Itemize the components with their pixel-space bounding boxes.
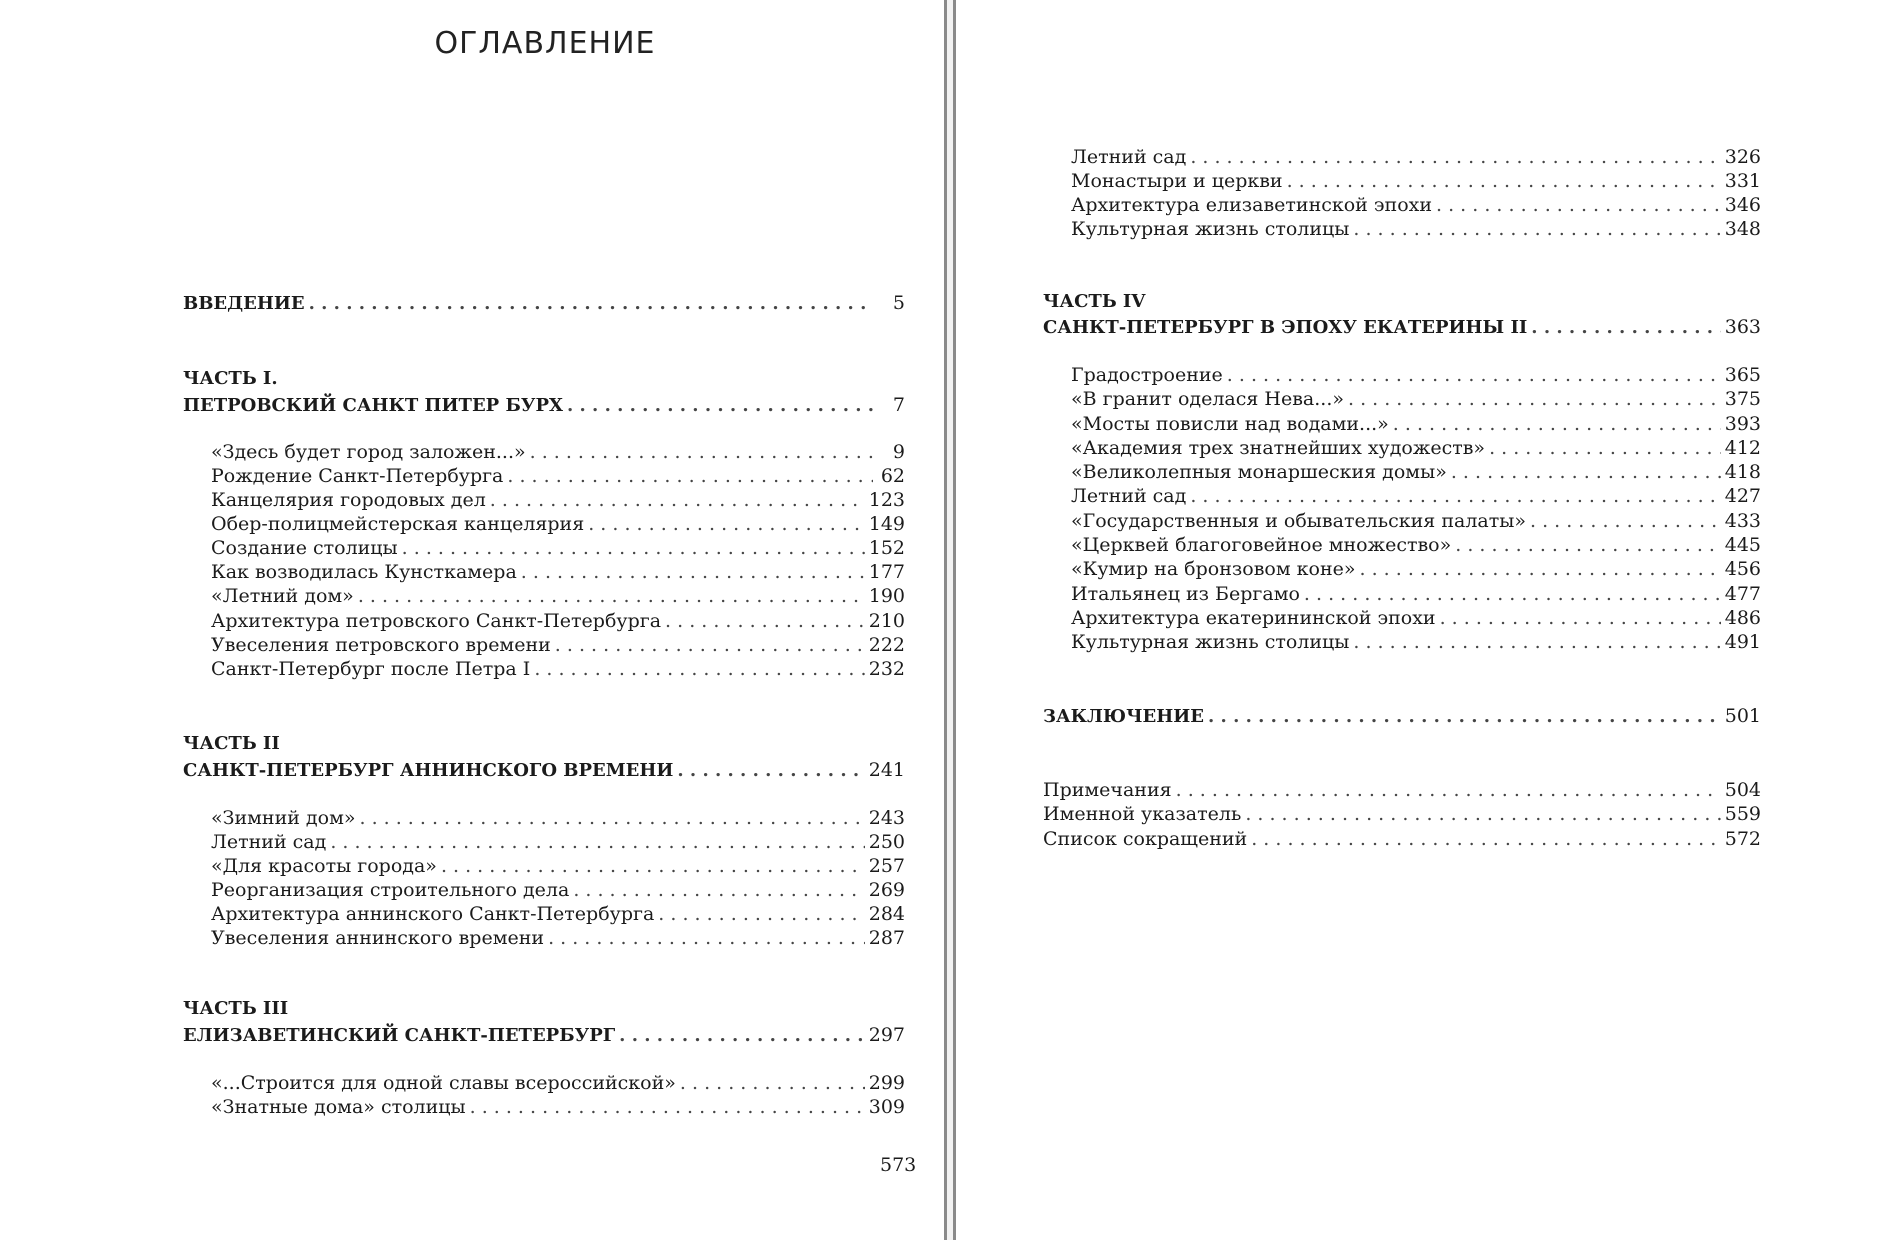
toc-entry-title: Архитектура аннинского Санкт-Петербурга <box>211 903 655 925</box>
toc-entry-page: 309 <box>868 1096 905 1118</box>
toc-entry-introduction <box>183 290 905 316</box>
toc-entry-page: 491 <box>1724 631 1761 653</box>
toc-entry <box>1071 168 1761 194</box>
leader-dots <box>1304 581 1721 607</box>
toc-part-title: ЕЛИЗАВЕТИНСКИЙ САНКТ-ПЕТЕРБУРГ <box>183 1025 616 1046</box>
leader-dots <box>490 487 865 513</box>
toc-entry-page: 299 <box>868 1072 905 1094</box>
toc-entry-page: 348 <box>1724 218 1761 240</box>
leader-dots <box>619 1023 865 1049</box>
toc-entry-title: Летний сад <box>211 831 327 853</box>
toc-entry-title: Создание столицы <box>211 537 398 559</box>
leader-dots <box>470 1094 865 1120</box>
toc-entry-title: «Зимний дом» <box>211 807 356 829</box>
toc-entry <box>211 829 905 855</box>
toc-entry-title: «Великолепныя монаршеския домы» <box>1071 461 1447 483</box>
toc-entry <box>1071 605 1761 631</box>
toc-entry-page: 190 <box>868 585 905 607</box>
leader-dots <box>358 583 865 609</box>
toc-entry-page: 477 <box>1724 583 1761 605</box>
toc-entry-page: 559 <box>1724 803 1761 825</box>
toc-entry-page: 287 <box>868 927 905 949</box>
leader-dots <box>1489 435 1721 461</box>
toc-entry-page: 177 <box>868 561 905 583</box>
leader-dots <box>1440 605 1721 631</box>
toc-entry-title: Культурная жизнь столицы <box>1071 631 1350 653</box>
leader-dots <box>1245 801 1720 827</box>
toc-entry-title: Летний сад <box>1071 146 1187 168</box>
toc-part-page: 363 <box>1724 316 1761 338</box>
toc-entry-page: 456 <box>1724 558 1761 580</box>
toc-entry-page: 5 <box>892 292 905 314</box>
toc-entry-page: 412 <box>1724 437 1761 459</box>
toc-part-title: САНКТ-ПЕТЕРБУРГ АННИНСКОГО ВРЕМЕНИ <box>183 760 674 781</box>
toc-entry-title: Итальянец из Бергамо <box>1071 583 1300 605</box>
toc-entry-title: Архитектура екатерининской эпохи <box>1071 607 1436 629</box>
toc-entry <box>1071 508 1761 534</box>
leader-dots <box>1455 532 1720 558</box>
toc-entry <box>1071 629 1761 655</box>
toc-entry-page: 393 <box>1724 413 1761 435</box>
part-label: ЧАСТЬ III <box>183 998 289 1019</box>
leader-dots <box>359 805 864 831</box>
toc-entry <box>1071 556 1761 582</box>
toc-entry <box>211 583 905 609</box>
leader-dots <box>1208 704 1721 730</box>
toc-entry <box>211 535 905 561</box>
part-label: ЧАСТЬ II <box>183 733 280 754</box>
leader-dots <box>555 632 865 658</box>
leader-dots <box>588 511 865 537</box>
toc-entry-page: 331 <box>1724 170 1761 192</box>
toc-entry-title: Увеселения петровского времени <box>211 634 551 656</box>
toc-entry-title: Канцелярия городовых дел <box>211 489 486 511</box>
toc-entry <box>1071 192 1761 218</box>
toc-entry-page: 445 <box>1724 534 1761 556</box>
toc-entry <box>211 511 905 537</box>
toc-entry-page: 486 <box>1724 607 1761 629</box>
toc-entry-page: 572 <box>1724 828 1761 850</box>
toc-entry-page: 9 <box>892 441 905 463</box>
toc-entry-page: 418 <box>1724 461 1761 483</box>
toc-entry-title: Градостроение <box>1071 364 1223 386</box>
toc-entry-title: Архитектура петровского Санкт-Петербурга <box>211 610 662 632</box>
toc-entry <box>211 853 905 879</box>
toc-entry <box>211 487 905 513</box>
toc-entry-title: Примечания <box>1043 779 1172 801</box>
leader-dots <box>1287 168 1721 194</box>
toc-entry <box>211 877 905 903</box>
leader-dots <box>1530 508 1721 534</box>
leader-dots <box>1353 216 1720 242</box>
toc-entry-title: ЗАКЛЮЧЕНИЕ <box>1043 706 1204 727</box>
toc-entry-page: 504 <box>1724 779 1761 801</box>
toc-entry-title: «Академия трех знатнейших художеств» <box>1071 437 1486 459</box>
toc-part-title: ПЕТРОВСКИЙ САНКТ ПИТЕР БУРХ <box>183 395 563 416</box>
leader-dots <box>441 853 865 879</box>
toc-entry-title: Архитектура елизаветинской эпохи <box>1071 194 1433 216</box>
toc-entry <box>211 439 905 465</box>
leader-dots <box>677 758 864 784</box>
toc-part-page: 7 <box>892 394 905 416</box>
leader-dots <box>330 829 864 855</box>
toc-entry <box>1071 386 1761 412</box>
toc-entry-page: 433 <box>1724 510 1761 532</box>
toc-part-heading <box>183 757 905 783</box>
leader-dots <box>1436 192 1721 218</box>
toc-entry <box>1071 435 1761 461</box>
toc-entry-page: 210 <box>868 610 905 632</box>
toc-entry <box>211 463 905 489</box>
toc-entry-page: 62 <box>880 465 905 487</box>
toc-entry-page: 501 <box>1724 705 1761 727</box>
part-label: ЧАСТЬ IV <box>1043 291 1146 312</box>
toc-entry-page: 326 <box>1724 146 1761 168</box>
toc-part-page: 297 <box>868 1024 905 1046</box>
toc-entry-page: 375 <box>1724 388 1761 410</box>
toc-entry-page: 250 <box>868 831 905 853</box>
leader-dots <box>1251 826 1721 852</box>
leader-dots <box>567 393 873 419</box>
toc-entry-page: 149 <box>868 513 905 535</box>
leader-dots <box>548 925 865 951</box>
toc-entry-title: «Мосты повисли над водами...» <box>1071 413 1389 435</box>
leader-dots <box>1360 556 1721 582</box>
toc-entry-title: Летний сад <box>1071 485 1187 507</box>
toc-part-title: САНКТ-ПЕТЕРБУРГ В ЭПОХУ ЕКАТЕРИНЫ II <box>1043 317 1528 338</box>
toc-entry <box>211 1070 905 1096</box>
toc-entry-page: 346 <box>1724 194 1761 216</box>
page-title: ОГЛАВЛЕНИЕ <box>434 26 656 61</box>
toc-entry-title: «...Строится для одной славы всероссийской» <box>211 1072 676 1094</box>
toc-entry-page: 257 <box>868 855 905 877</box>
toc-entry-title: Список сокращений <box>1043 828 1248 850</box>
toc-entry-title: Реорганизация строительного дела <box>211 879 570 901</box>
toc-entry <box>1071 216 1761 242</box>
toc-entry-page: 222 <box>868 634 905 656</box>
leader-dots <box>402 535 865 561</box>
page-number: 573 <box>880 1154 917 1176</box>
toc-entry <box>1071 581 1761 607</box>
toc-entry <box>1071 459 1761 485</box>
toc-entry-title: «В гранит оделася Нева...» <box>1071 388 1344 410</box>
toc-entry-title: Как возводилась Кунсткамера <box>211 561 517 583</box>
toc-part-heading <box>183 1022 905 1048</box>
toc-entry <box>211 805 905 831</box>
toc-entry-title: Рождение Санкт-Петербурга <box>211 465 504 487</box>
toc-entry-page: 269 <box>868 879 905 901</box>
leader-dots <box>1190 144 1720 170</box>
toc-entry <box>211 656 905 682</box>
toc-entry-title: «Знатные дома» столицы <box>211 1096 466 1118</box>
toc-entry-page: 427 <box>1724 485 1761 507</box>
toc-entry-title: «Государственныя и обывательския палаты» <box>1071 510 1526 532</box>
toc-entry <box>1043 826 1761 852</box>
toc-entry-title: Монастыри и церкви <box>1071 170 1283 192</box>
toc-entry <box>1071 411 1761 437</box>
leader-dots <box>665 608 865 634</box>
leader-dots <box>573 877 864 903</box>
leader-dots <box>1451 459 1721 485</box>
leader-dots <box>1393 411 1721 437</box>
toc-entry <box>211 632 905 658</box>
leader-dots <box>658 901 864 927</box>
leader-dots <box>534 656 864 682</box>
toc-entry <box>1043 777 1761 803</box>
toc-entry <box>211 608 905 634</box>
leader-dots <box>1227 362 1721 388</box>
toc-entry <box>211 925 905 951</box>
toc-entry <box>1071 483 1761 509</box>
toc-entry-page: 232 <box>868 658 905 680</box>
toc-entry-title: ВВЕДЕНИЕ <box>183 293 305 314</box>
toc-entry-title: «Для красоты города» <box>211 855 437 877</box>
toc-part-heading <box>183 392 905 418</box>
toc-entry-title: Именной указатель <box>1043 803 1242 825</box>
toc-entry-conclusion <box>1043 703 1761 729</box>
toc-part-page: 241 <box>868 759 905 781</box>
toc-entry-title: Обер-полицмейстерская канцелярия <box>211 513 585 535</box>
toc-entry-page: 243 <box>868 807 905 829</box>
leader-dots <box>1348 386 1721 412</box>
leader-dots <box>680 1070 865 1096</box>
toc-entry <box>211 901 905 927</box>
toc-entry-title: «Летний дом» <box>211 585 354 607</box>
toc-entry <box>1043 801 1761 827</box>
toc-entry-title: Увеселения аннинского времени <box>211 927 545 949</box>
leader-dots <box>309 291 873 317</box>
toc-entry-title: «Здесь будет город заложен...» <box>211 441 526 463</box>
toc-entry-title: Культурная жизнь столицы <box>1071 218 1350 240</box>
part-label: ЧАСТЬ I. <box>183 368 278 389</box>
toc-entry-title: Санкт-Петербург после Петра I <box>211 658 531 680</box>
toc-entry <box>211 559 905 585</box>
leader-dots <box>507 463 873 489</box>
leader-dots <box>521 559 865 585</box>
toc-entry-page: 123 <box>868 489 905 511</box>
toc-entry-page: 365 <box>1724 364 1761 386</box>
toc-part-heading <box>1043 314 1761 340</box>
toc-entry-title: «Церквей благоговейное множество» <box>1071 534 1452 556</box>
toc-entry-page: 284 <box>868 903 905 925</box>
toc-entry-page: 152 <box>868 537 905 559</box>
leader-dots <box>1353 629 1720 655</box>
toc-entry <box>1071 144 1761 170</box>
leader-dots <box>1176 777 1721 803</box>
leader-dots <box>1531 315 1720 341</box>
leader-dots <box>1190 483 1720 509</box>
leader-dots <box>530 439 873 465</box>
toc-entry <box>1071 362 1761 388</box>
toc-entry-title: «Кумир на бронзовом коне» <box>1071 558 1356 580</box>
toc-entry <box>211 1094 905 1120</box>
toc-entry <box>1071 532 1761 558</box>
